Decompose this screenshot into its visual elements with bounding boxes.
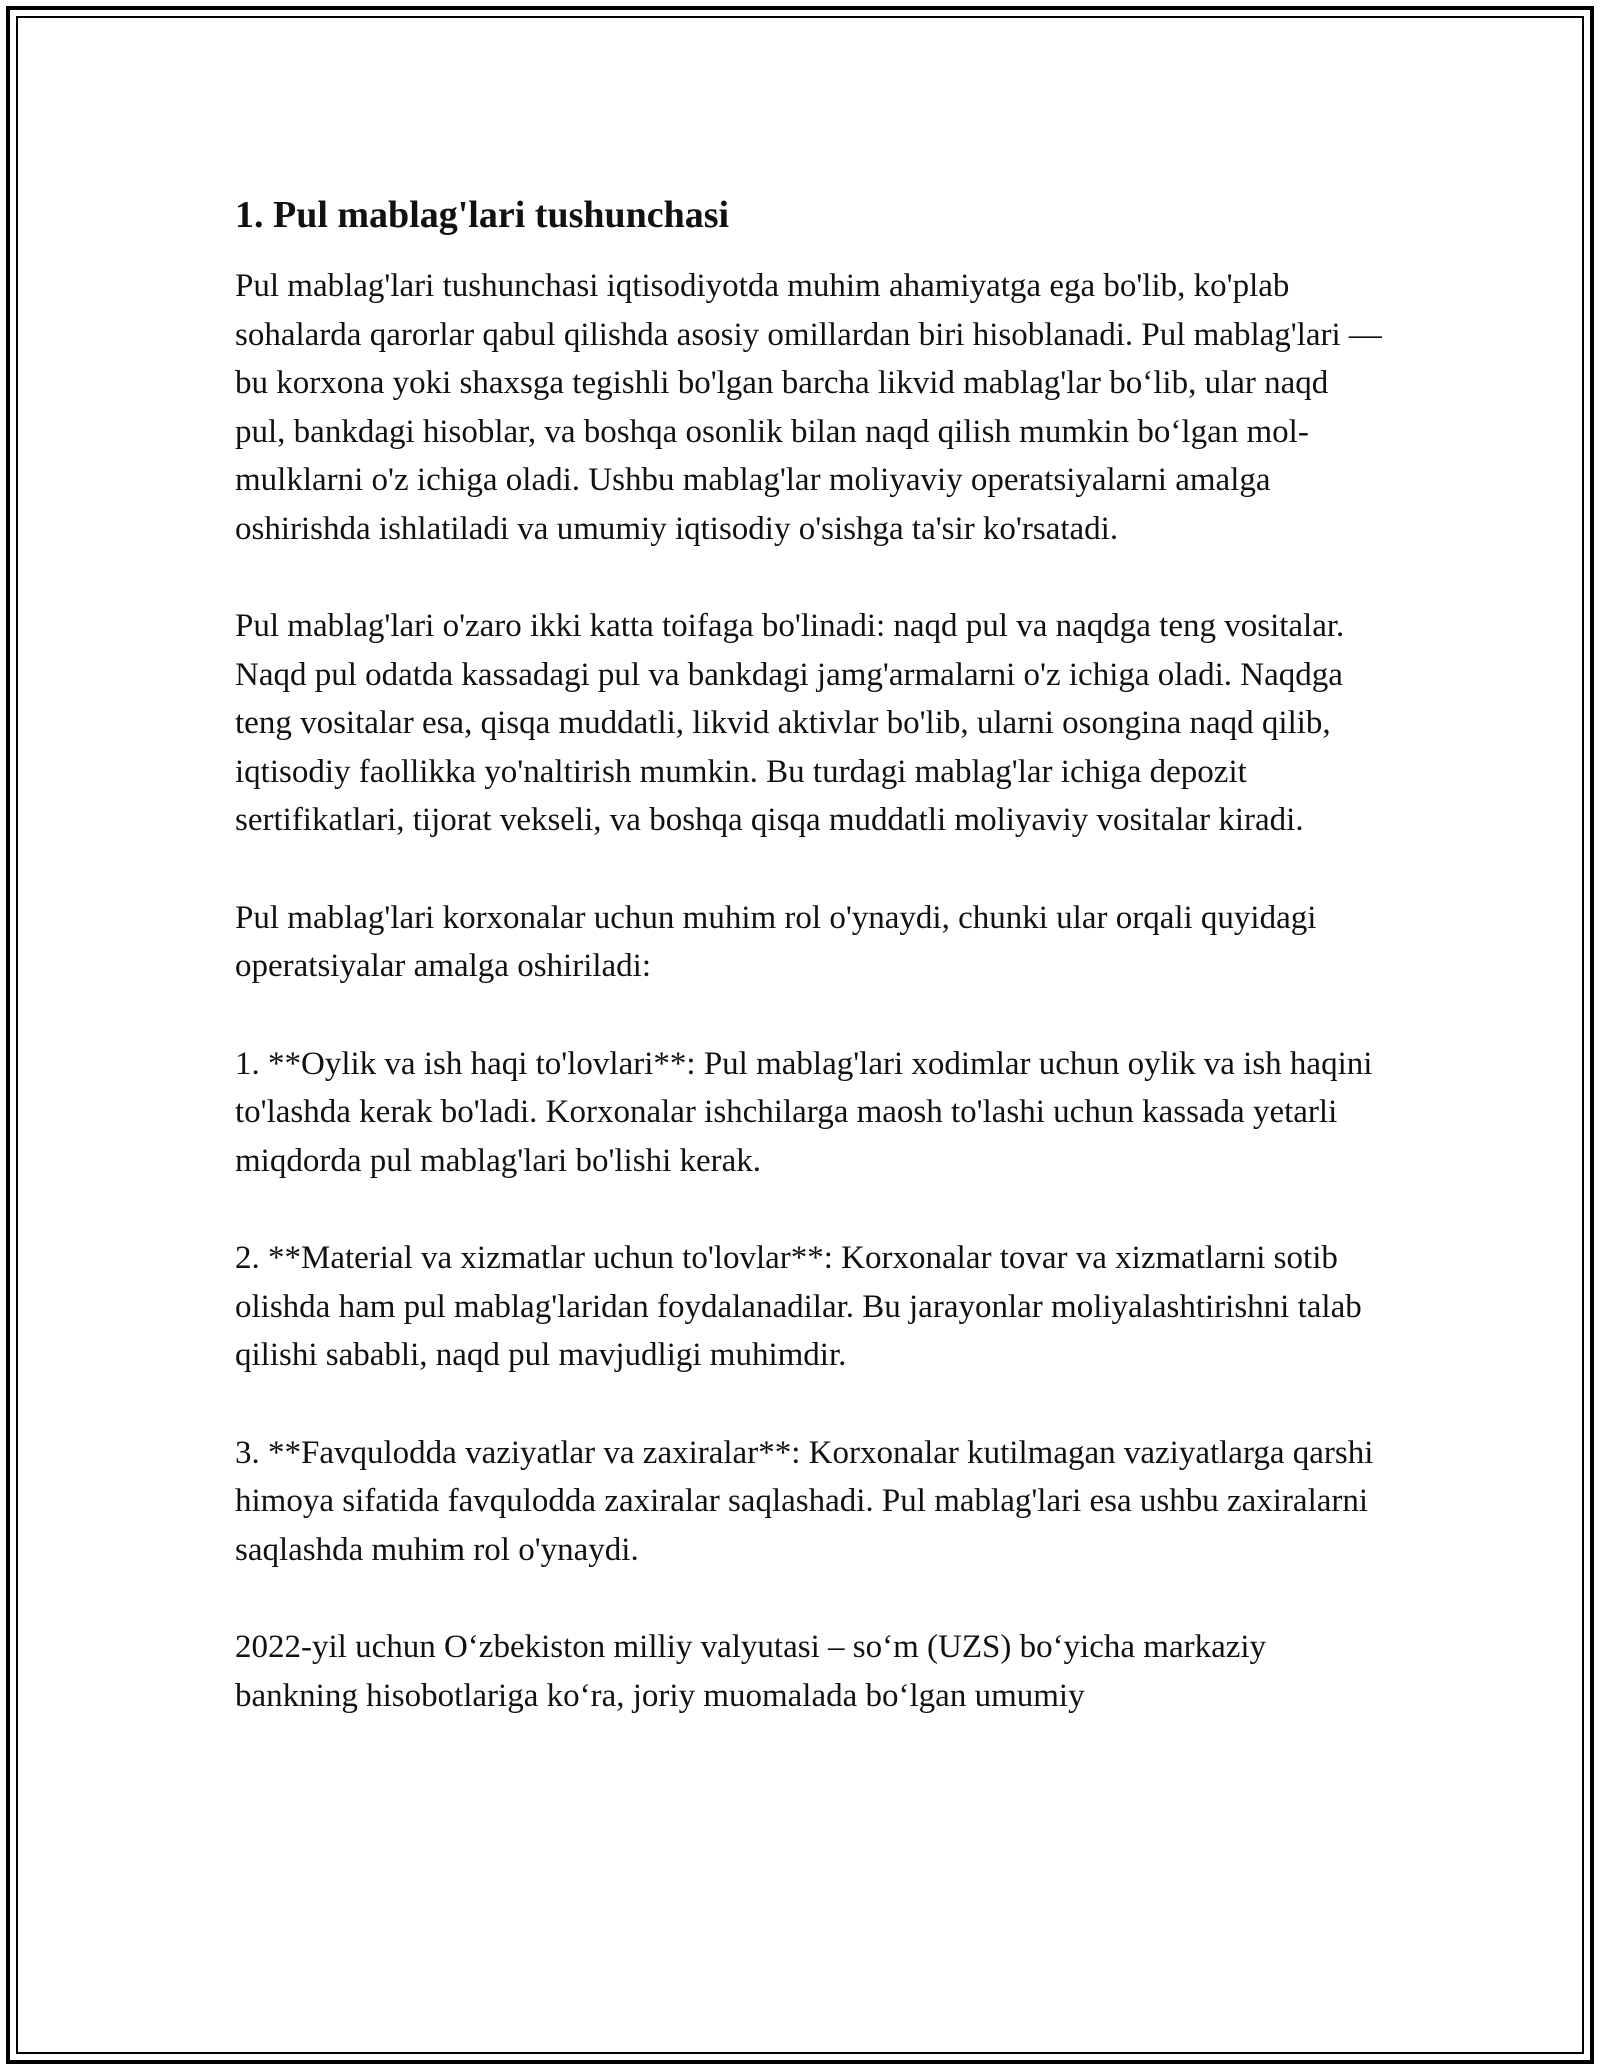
document-body	[235, 186, 1385, 1720]
section-heading: 1. Pul mablag'lari tushunchasi	[235, 194, 730, 236]
paragraph-role-intro: Pul mablag'lari korxonalar uchun muhim rol o'ynaydi, chunki ular orqali quyidagi operatsiyalar amalga oshiriladi:	[235, 899, 1317, 984]
list-item-reserves: 3. **Favqulodda vaziyatlar va zaxiralar**: Korxonalar kutilmagan vaziyatlarga qarshi himoya sifatida favqulodda zaxiralar saqlashadi. Pul mablag'lari esa ushbu zaxiralarni saqlashda muhim rol o'ynaydi.	[235, 1434, 1374, 1568]
list-item-salaries: 1. **Oylik va ish haqi to'lovlari**: Pul mablag'lari xodimlar uchun oylik va ish haqini to'lashda kerak bo'ladi. Korxonalar ishchilarga maosh to'lashi uchun kassada yetarli miqdorda pul mablag'lari bo'lishi kerak.	[235, 1045, 1373, 1179]
paragraph-definition: Pul mablag'lari tushunchasi iqtisodiyotda muhim ahamiyatga ega bo'lib, ko'plab sohalarda qarorlar qabul qilishda asosiy omillardan biri hisoblanadi. Pul mablag'lari — bu korxona yoki shaxsga tegishli bo'lgan barcha likvid mablag'lar bo‘lib, ular naqd pul, bankdagi hisoblar, va boshqa osonlik bilan naqd qilish mumkin bo‘lgan mol-mulklarni o'z ichiga oladi. Ushbu mablag'lar moliyaviy operatsiyalarni amalga oshirishda ishlatiladi va umumiy iqtisodiy o'sishga ta'sir ko'rsatadi.	[235, 268, 1382, 547]
list-item-materials: 2. **Material va xizmatlar uchun to'lovlar**: Korxonalar tovar va xizmatlarni sotib olishda ham pul mablag'laridan foydalanadilar. Bu jarayonlar moliyalashtirishni talab qilishi sababli, naqd pul mavjudligi muhimdir.	[235, 1240, 1362, 1373]
paragraph-categories: Pul mablag'lari o'zaro ikki katta toifaga bo'linadi: naqd pul va naqdga teng vositalar. Naqd pul odatda kassadagi pul va bankdagi jamg'armalarni o'z ichiga oladi. Naqdga teng vositalar esa, qisqa muddatli, likvid aktivlar bo'lib, ularni osongina naqd qilib, iqtisodiy faollikka yo'naltirish mumkin. Bu turdagi mablag'lar ichiga depozit sertifikatlari, tijorat vekseli, va boshqa qisqa muddatli moliyaviy vositalar kiradi.	[235, 608, 1345, 838]
paragraph-uzs-2022: 2022-yil uchun O‘zbekiston milliy valyutasi – so‘m (UZS) bo‘yicha markaziy bankning hisobotlariga ko‘ra, joriy muomalada bo‘lgan umumiy	[235, 1629, 1267, 1714]
